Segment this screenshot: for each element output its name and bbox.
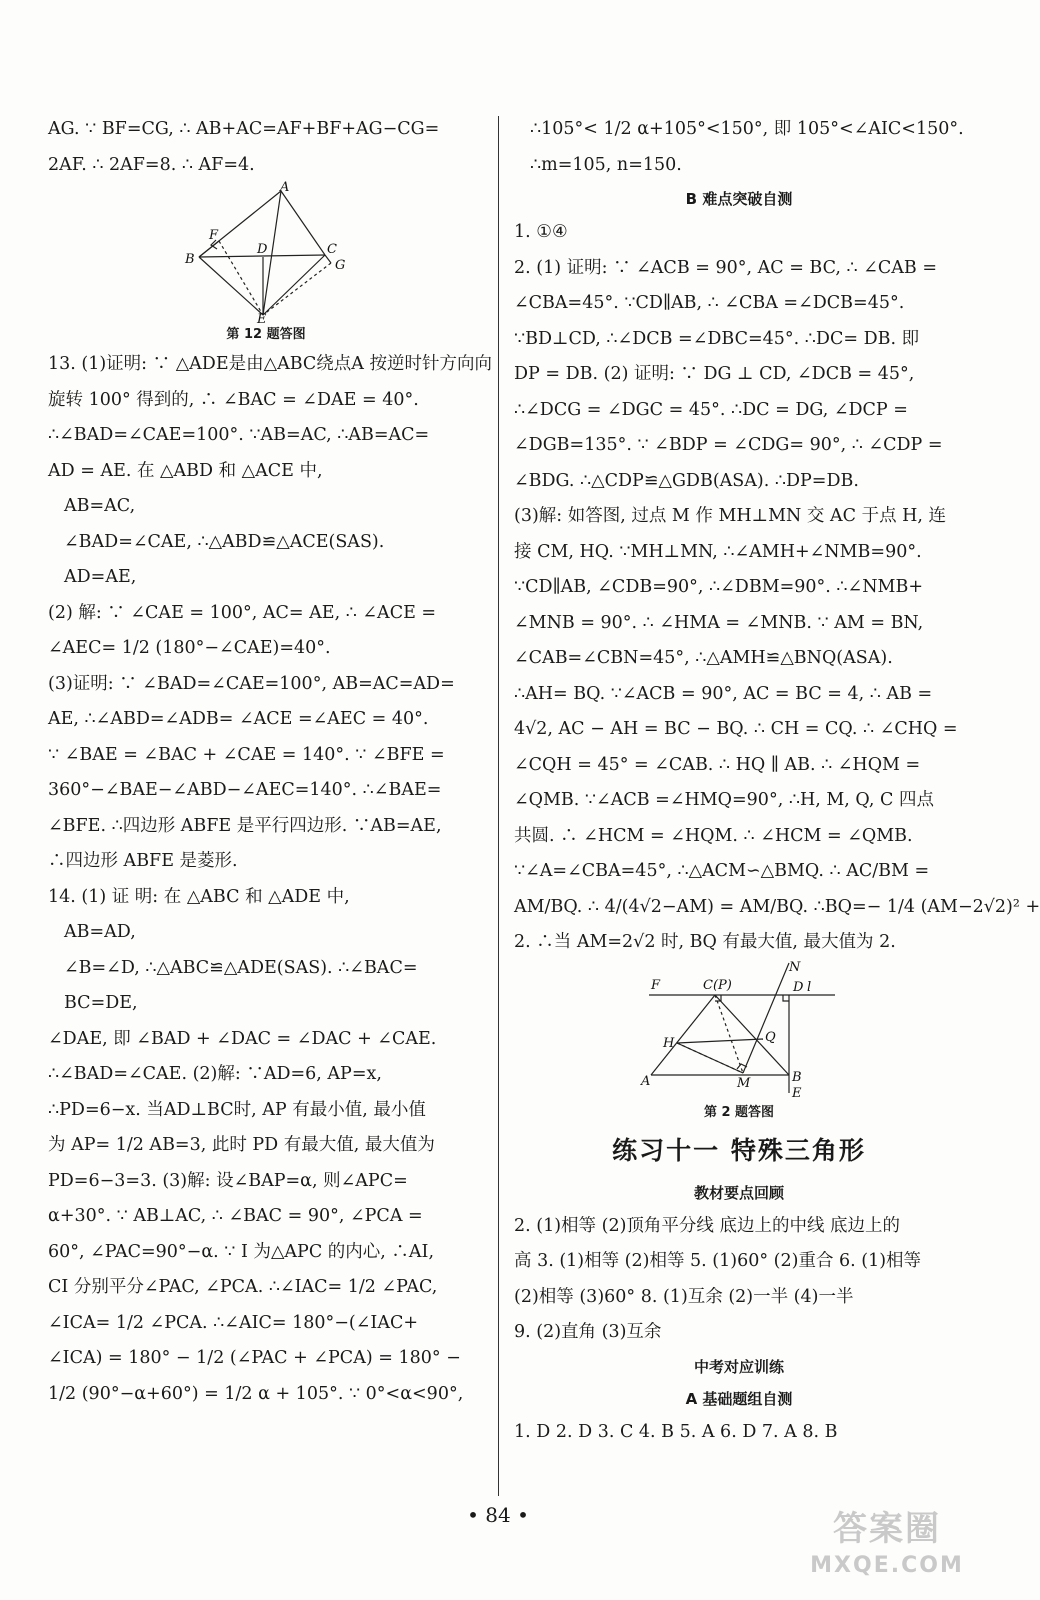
brace-line: BC=DE, bbox=[64, 993, 138, 1013]
text-line: (3)解: 如答图, 过点 M 作 MH⊥MN 交 AC 于点 H, 连 bbox=[514, 506, 947, 526]
text-line: ∠BFE. ∴四边形 ABFE 是平行四边形. ∵AB=AE, bbox=[48, 815, 442, 836]
fig2-label-h: H bbox=[663, 1035, 675, 1051]
brace-line: ∠BAD=∠CAE, ∴△ABD≌△ACE(SAS). bbox=[64, 531, 385, 552]
text-line: 14. (1) 证 明: 在 △ABC 和 △ADE 中, bbox=[48, 886, 350, 907]
figure-2-caption: 第 2 题答图 bbox=[703, 1104, 775, 1120]
text-line: ∠BDG. ∴△CDP≌△GDB(ASA). ∴DP=DB. bbox=[514, 470, 859, 491]
fig2-label-a: A bbox=[641, 1073, 651, 1089]
section-heading-b: B 难点突破自测 bbox=[685, 190, 793, 208]
fig2-label-n: N bbox=[789, 959, 801, 975]
text-line: (2) 解: ∵ ∠CAE = 100°, AC= AE, ∴ ∠ACE = bbox=[48, 602, 437, 623]
text-line: 接 CM, HQ. ∵MH⊥MN, ∴∠AMH+∠NMB=90°. bbox=[514, 541, 922, 562]
section-heading-a: A 基础题组自测 bbox=[685, 1389, 793, 1408]
right-column bbox=[514, 112, 1040, 1450]
column-divider bbox=[498, 116, 499, 1496]
text-line: ∴PD=6−x. 当AD⊥BC时, AP 有最小值, 最小值 bbox=[48, 1099, 426, 1120]
fig2-label-f: F bbox=[651, 977, 661, 993]
text-line: 2. (1)相等 (2)顶角平分线 底边上的中线 底边上的 bbox=[514, 1215, 901, 1236]
text-line: DP = DB. (2) 证明: ∵ DG ⊥ CD, ∠DCB = 45°, bbox=[514, 364, 915, 384]
text-line: 为 AP= 1/2 AB=3, 此时 PD 有最大值, 最大值为 bbox=[48, 1135, 435, 1155]
text-line: 360°−∠BAE−∠ABD−∠AEC=140°. ∴∠BAE= bbox=[48, 780, 442, 800]
text-line: α+30°. ∵ AB⊥AC, ∴ ∠BAC = 90°, ∠PCA = bbox=[48, 1206, 423, 1226]
page-number: • 84 • bbox=[467, 1503, 529, 1527]
text-line: 2. ∴当 AM=2√2 时, BQ 有最大值, 最大值为 2. bbox=[514, 932, 896, 952]
text-line: ∴m=105, n=150. bbox=[530, 154, 682, 175]
text-line: PD=6−3=3. (3)解: 设∠BAP=α, 则∠APC= bbox=[48, 1170, 408, 1191]
brace-line: ∠B=∠D, ∴△ABC≌△ADE(SAS). ∴∠BAC= bbox=[64, 957, 418, 978]
text-line: 9. (2)直角 (3)互余 bbox=[514, 1322, 662, 1342]
text-line: 2. (1) 证明: ∵ ∠ACB = 90°, AC = BC, ∴ ∠CAB = bbox=[514, 257, 937, 278]
text-line: 高 3. (1)相等 (2)相等 5. (1)60° (2)重合 6. (1)相等 bbox=[514, 1251, 922, 1271]
figure-12-caption: 第 12 题答图 bbox=[226, 327, 306, 342]
text-line: AE, ∴∠ABD=∠ADB= ∠ACE =∠AEC = 40°. bbox=[48, 709, 429, 729]
brace-line: AB=AD, bbox=[64, 922, 136, 942]
review-answers bbox=[514, 1209, 964, 1351]
fig12-label-a: A bbox=[280, 180, 290, 195]
text-line: 共圆. ∴ ∠HCM = ∠HQM. ∴ ∠HCM = ∠QMB. bbox=[514, 825, 913, 846]
text-line: 60°, ∠PAC=90°−α. ∵ I 为△APC 的内心, ∴AI, bbox=[48, 1241, 435, 1262]
text-line: AG. ∵ BF=CG, ∴ AB+AC=AF+BF+AG−CG= bbox=[48, 119, 440, 139]
section-heading-exam: 中考对应训练 bbox=[693, 1357, 784, 1376]
fig2-label-q: Q bbox=[765, 1029, 776, 1045]
fig12-label-g: G bbox=[335, 258, 346, 273]
watermark-logo: 答案圈 bbox=[833, 1509, 941, 1549]
fig12-label-b: B bbox=[185, 252, 195, 267]
text-line: 1/2 (90°−α+60°) = 1/2 α + 105°. ∵ 0°<α<90°, bbox=[48, 1383, 464, 1404]
brace-line: AD=AE, bbox=[64, 567, 137, 587]
text-line: ∠AEC= 1/2 (180°−∠CAE)=40°. bbox=[48, 638, 331, 658]
text-line: AD = AE. 在 △ABD 和 △ACE 中, bbox=[48, 460, 323, 481]
text-line: ∠DAE, 即 ∠BAD + ∠DAC = ∠DAC + ∠CAE. bbox=[48, 1028, 437, 1049]
fig2-label-b: B bbox=[792, 1069, 802, 1085]
answers-13-14 bbox=[48, 347, 492, 1412]
text-line: ∠ICA) = 180° − 1/2 (∠PAC + ∠PCA) = 180° − bbox=[48, 1348, 461, 1368]
text-line: 1. ①④ bbox=[514, 222, 568, 242]
fig12-label-e: E bbox=[257, 312, 267, 327]
left-column bbox=[48, 112, 492, 1412]
text-line: 2AF. ∴ 2AF=8. ∴ AF=4. bbox=[48, 154, 255, 175]
text-line: ∠DGB=135°. ∵ ∠BDP = ∠CDG= 90°, ∴ ∠CDP = bbox=[514, 435, 943, 455]
fig12-label-f: F bbox=[209, 228, 219, 243]
text-line: CI 分别平分∠PAC, ∠PCA. ∴∠IAC= 1/2 ∠PAC, bbox=[48, 1277, 438, 1297]
text-line: ∠MNB = 90°. ∴ ∠HMA = ∠MNB. ∵ AM = BN, bbox=[514, 612, 924, 633]
text-line: ∠QMB. ∵∠ACB =∠HMQ=90°, ∴H, M, Q, C 四点 bbox=[514, 790, 934, 810]
text-line: ∴∠BAD=∠CAE=100°. ∵AB=AC, ∴AB=AC= bbox=[48, 425, 430, 445]
text-line: ∴105°< 1/2 α+105°<150°, 即 105°<∠AIC<150°. bbox=[530, 119, 964, 139]
text-line: 13. (1)证明: ∵ △ADE是由△ABC绕点A 按逆时针方向向 bbox=[48, 354, 492, 374]
chapter-title: 练习十一 特殊三角形 bbox=[612, 1135, 866, 1165]
text-line: ∵∠A=∠CBA=45°, ∴△ACM∽△BMQ. ∴ AC/BM = bbox=[514, 861, 930, 881]
text-line: ∵BD⊥CD, ∴∠DCB =∠DBC=45°. ∴DC= DB. 即 bbox=[514, 328, 920, 349]
text-line: ∴∠DCG = ∠DGC = 45°. ∴DC = DG, ∠DCP = bbox=[514, 399, 908, 420]
fig12-label-d: D bbox=[257, 242, 268, 257]
text-line: ∴AH= BQ. ∵∠ACB = 90°, AC = BC = 4, ∴ AB = bbox=[514, 683, 933, 704]
text-line: ∠ICA= 1/2 ∠PCA. ∴∠AIC= 180°−(∠IAC+ bbox=[48, 1312, 419, 1333]
text-line: ∴∠BAD=∠CAE. (2)解: ∵AD=6, AP=x, bbox=[48, 1064, 382, 1084]
brace-line: AB=AC, bbox=[64, 496, 136, 516]
text-line: ∠CAB=∠CBN=45°, ∴△AMH≌△BNQ(ASA). bbox=[514, 648, 893, 668]
fig2-label-cp: C(P) bbox=[703, 977, 732, 993]
text-line: (2)相等 (3)60° 8. (1)互余 (2)一半 (4)一半 bbox=[514, 1286, 854, 1307]
text-line: 4√2, AC − AH = BC − BQ. ∴ CH = CQ. ∴ ∠CHQ = bbox=[514, 719, 958, 739]
text-line: (3)证明: ∵ ∠BAD=∠CAE=100°, AB=AC=AD= bbox=[48, 673, 455, 694]
text-line: 1. D 2. D 3. C 4. B 5. A 6. D 7. A 8. B bbox=[514, 1421, 838, 1442]
fig2-label-m: M bbox=[737, 1075, 751, 1091]
watermark bbox=[802, 1506, 972, 1586]
fig2-label-e: E bbox=[792, 1085, 802, 1101]
text-line: ∠CBA=45°. ∵CD∥AB, ∴ ∠CBA =∠DCB=45°. bbox=[514, 293, 905, 313]
text-line: AM/BQ. ∴ 4/(4√2−AM) = AM/BQ. ∴BQ=− 1/4 (AM−2√2)² + bbox=[514, 896, 1040, 917]
text-line: ∠CQH = 45° = ∠CAB. ∴ HQ ∥ AB. ∴ ∠HQM = bbox=[514, 754, 921, 775]
figure-2 bbox=[639, 961, 839, 1101]
text-line: 旋转 100° 得到的, ∴ ∠BAC = ∠DAE = 40°. bbox=[48, 389, 419, 410]
text-line: ∴四边形 ABFE 是菱形. bbox=[48, 851, 238, 871]
answer-12-tail bbox=[48, 112, 484, 183]
figure-12 bbox=[181, 180, 351, 327]
fig12-label-c: C bbox=[327, 242, 337, 257]
fig2-label-l: l bbox=[807, 979, 812, 995]
fig2-label-d: D bbox=[793, 979, 804, 995]
section-heading-review: 教材要点回顾 bbox=[693, 1183, 784, 1202]
text-line: ∵ ∠BAE = ∠BAC + ∠CAE = 140°. ∵ ∠BFE = bbox=[48, 744, 445, 765]
watermark-url: MXQE.COM bbox=[810, 1553, 964, 1578]
section-b-answers bbox=[514, 215, 1040, 961]
text-line: ∵CD∥AB, ∠CDB=90°, ∴∠DBM=90°. ∴∠NMB+ bbox=[514, 577, 923, 597]
